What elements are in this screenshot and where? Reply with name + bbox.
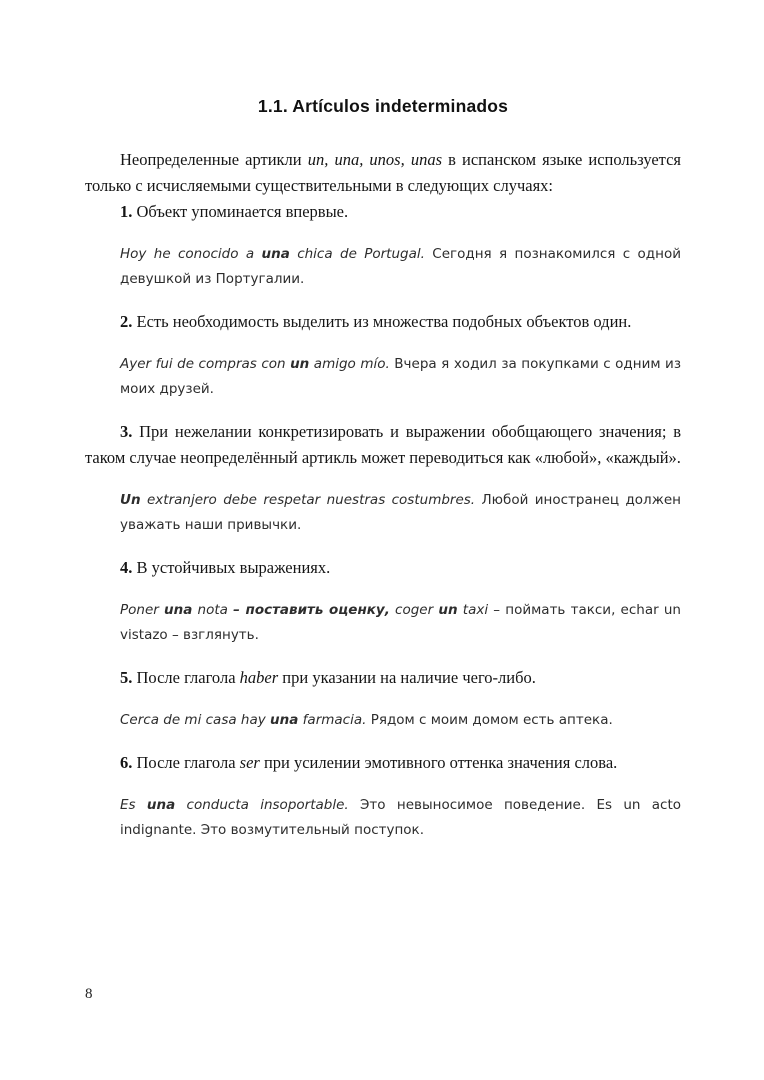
text-run: Неопределенные артикли bbox=[120, 150, 308, 169]
body-paragraph bbox=[85, 665, 681, 691]
page-number: 8 bbox=[85, 986, 93, 1002]
text-run: una bbox=[164, 602, 193, 618]
text-run: – поставить оценку, bbox=[233, 602, 390, 618]
text-run: 1. bbox=[120, 202, 133, 221]
text-run: при усилении эмотивного оттенка значения слова. bbox=[259, 753, 618, 772]
text-run: haber bbox=[239, 668, 279, 687]
text-run: в испанском языке используется только с исчисляемыми существительными в следующих случаях: bbox=[85, 150, 682, 195]
text-run: farmacia. bbox=[298, 712, 367, 728]
text-run: un bbox=[290, 356, 310, 372]
text-run: При нежелании конкретизировать и выражении обобщающего значения; в таком случае неопределённый артикль может переводиться как «любой», «каждый». bbox=[85, 422, 681, 467]
text-run: Poner bbox=[120, 602, 165, 618]
text-run: Любой иностранец должен уважать наши привычки. bbox=[120, 492, 681, 533]
example-paragraph bbox=[120, 598, 681, 648]
text-run: Это невыносимое поведение. Es un acto indignante. Это возмутительный поступок. bbox=[120, 797, 682, 838]
text-run: 6. bbox=[120, 753, 133, 772]
body-paragraph bbox=[85, 750, 681, 776]
text-run: nota bbox=[192, 602, 234, 618]
text-run: Cerca de mi casa hay bbox=[120, 712, 271, 728]
text-run: una bbox=[270, 712, 299, 728]
example-paragraph bbox=[120, 488, 681, 538]
text-run: una bbox=[261, 246, 290, 262]
example-paragraph bbox=[120, 708, 681, 733]
text-run: una bbox=[146, 797, 176, 813]
text-run: Сегодня я познакомился с одной девушкой из Португалии. bbox=[120, 246, 682, 287]
text-run: Вчера я ходил за покупками с одним из моих друзей. bbox=[120, 356, 681, 397]
text-run: 5. bbox=[120, 668, 133, 687]
text-run: Рядом с моим домом есть аптека. bbox=[366, 712, 613, 728]
text-run: Un bbox=[120, 492, 141, 508]
example-paragraph bbox=[120, 793, 681, 843]
text-run: 4. bbox=[120, 558, 133, 577]
text-run: extranjero debe respetar nuestras costumbres. bbox=[140, 492, 476, 508]
body-paragraph bbox=[85, 309, 681, 335]
text-run: Hoy he conocido a bbox=[120, 246, 262, 262]
body-paragraph bbox=[85, 147, 681, 199]
example-paragraph bbox=[120, 242, 681, 292]
text-run: un bbox=[438, 602, 458, 618]
body-paragraph bbox=[85, 555, 681, 581]
text-run: Ayer fui de compras con bbox=[120, 356, 291, 372]
example-paragraph bbox=[120, 352, 681, 402]
text-run: После глагола bbox=[132, 753, 240, 772]
text-run: при указании на наличие чего-либо. bbox=[278, 668, 536, 687]
page-title: 1.1. Artículos indeterminados bbox=[257, 96, 509, 116]
body-paragraph bbox=[85, 419, 681, 471]
text-run: В устойчивых выражениях. bbox=[132, 558, 331, 577]
text-run: Есть необходимость выделить из множества подобных объектов один. bbox=[132, 312, 632, 331]
text-run: 2. bbox=[120, 312, 133, 331]
text-run: ser bbox=[239, 753, 260, 772]
text-run: Объект упоминается впервые. bbox=[132, 202, 349, 221]
page-content bbox=[85, 96, 681, 860]
text-run: coger bbox=[389, 602, 439, 618]
text-run: 3. bbox=[120, 422, 133, 441]
text-run: un, una, unos, unas bbox=[307, 150, 443, 169]
text-run: chica de Portugal. bbox=[289, 246, 425, 262]
text-run: – поймать такси, echar un vistazo – взглянуть. bbox=[120, 602, 681, 643]
text-run: Es bbox=[120, 797, 147, 813]
text-blocks bbox=[85, 147, 681, 843]
text-run: conducta insoportable. bbox=[175, 797, 349, 813]
text-run: После глагола bbox=[132, 668, 240, 687]
body-paragraph bbox=[85, 199, 681, 225]
text-run: taxi bbox=[457, 602, 489, 618]
text-run: amigo mío. bbox=[309, 356, 390, 372]
